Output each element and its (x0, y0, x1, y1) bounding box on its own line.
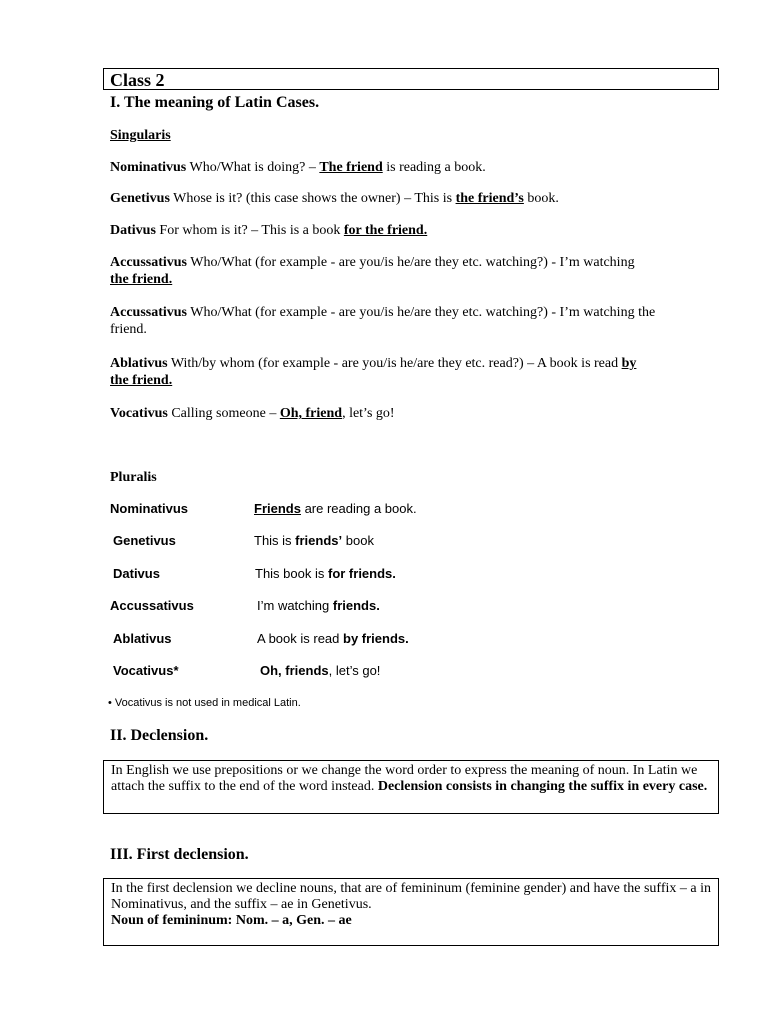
plural-emphasis: friends’ (295, 533, 343, 548)
row-text: For whom is it? – This is a book (155, 223, 344, 238)
plural-text: I’m watching (257, 598, 333, 613)
plural-example (260, 663, 380, 678)
bullet-icon: • (108, 697, 112, 709)
row-text: , let’s go! (342, 406, 395, 421)
row-emphasis: the friend. (110, 272, 173, 287)
row-text: Who/What (for example - are you/is he/are they etc. watching?) - I’m watching (187, 255, 635, 270)
row-text: With/by whom (for example - are you/is he/are they etc. read?) – A book is read (167, 356, 622, 371)
row-emphasis: The friend (319, 160, 383, 175)
plural-example (257, 631, 409, 646)
first-declension-bold: Noun of femininum: Nom. – a, Gen. – ae (111, 913, 352, 928)
plural-text: book (342, 533, 374, 548)
plural-emphasis: by friends. (343, 631, 409, 646)
singularis-label: Singularis (110, 128, 171, 143)
row-text: Calling someone – (167, 406, 280, 421)
row-text: Who/What (for example - are you/is he/are they etc. watching?) - I’m watching the (187, 305, 656, 320)
case-name: Accussativus (110, 255, 188, 270)
plural-example (254, 501, 417, 516)
plural-case: Ablativus (113, 631, 172, 646)
plural-case: Dativus (113, 566, 160, 581)
row-emphasis: for the friend. (343, 223, 428, 238)
first-declension-text: In the first declension we decline nouns, that are of femininum (feminine gender) and have the suffix – a in Nominativus, and the suffix – ae in Genetivus. (111, 881, 711, 912)
row-text: book. (523, 191, 559, 206)
case-name: Accussativus (110, 305, 188, 320)
section1-heading: I. The meaning of Latin Cases. (110, 94, 320, 111)
row-text: is reading a book. (382, 160, 486, 175)
plural-text: This is (254, 533, 296, 548)
row-emphasis: the friend’s (455, 191, 524, 206)
declension-bold: Declension consists in changing the suffix in every case. (377, 779, 708, 794)
plural-emphasis: for friends. (327, 566, 396, 581)
plural-emphasis: Oh, friends (260, 663, 329, 678)
plural-case: Nominativus (110, 501, 189, 516)
case-name: Genetivus (110, 191, 170, 206)
singular-row-ablativus (110, 355, 710, 389)
row-text: Who/What is doing? – (186, 160, 320, 175)
singular-row-accussativus-2 (110, 304, 720, 338)
plural-example (255, 566, 396, 581)
case-name: Nominativus (110, 160, 187, 175)
case-name: Ablativus (110, 356, 168, 371)
footnote (108, 697, 301, 709)
row-text: Whose is it? (this case shows the owner) – This is (169, 191, 456, 206)
plural-emphasis: friends. (332, 598, 380, 613)
plural-emphasis: Friends (254, 501, 301, 516)
pluralis-label: Pluralis (110, 470, 157, 485)
declension-box (103, 760, 719, 814)
plural-text: , let’s go! (328, 663, 381, 678)
title-box (103, 68, 719, 90)
singular-row-dativus (110, 222, 427, 239)
plural-case: Genetivus (113, 533, 176, 548)
singular-row-accussativus-1 (110, 254, 710, 288)
plural-case: Accussativus (110, 598, 194, 613)
singular-row-nominativus (110, 159, 486, 176)
case-name: Vocativus (110, 406, 168, 421)
first-declension-box (103, 878, 719, 946)
case-name: Dativus (110, 223, 156, 238)
section3-heading: III. First declension. (110, 846, 249, 863)
plural-example (257, 598, 380, 613)
singular-row-vocativus (110, 405, 395, 422)
row-text: friend. (110, 322, 147, 337)
row-emphasis: Oh, friend (279, 406, 343, 421)
plural-case: Vocativus* (113, 663, 179, 678)
plural-example (254, 533, 374, 548)
plural-text: A book is read (257, 631, 343, 646)
row-emphasis: by (621, 356, 637, 371)
plural-text: This book is (255, 566, 328, 581)
page-title: Class 2 (110, 70, 165, 90)
section2-heading: II. Declension. (110, 727, 209, 744)
plural-text: are reading a book. (300, 501, 417, 516)
singular-row-genetivus (110, 190, 559, 207)
footnote-text: Vocativus is not used in medical Latin. (114, 697, 301, 709)
declension-text: In English we use prepositions or we change the word order to express the meaning of noun. In Latin we attach the suffix to the end of the word instead. (111, 763, 698, 794)
row-emphasis: the friend. (110, 373, 173, 388)
